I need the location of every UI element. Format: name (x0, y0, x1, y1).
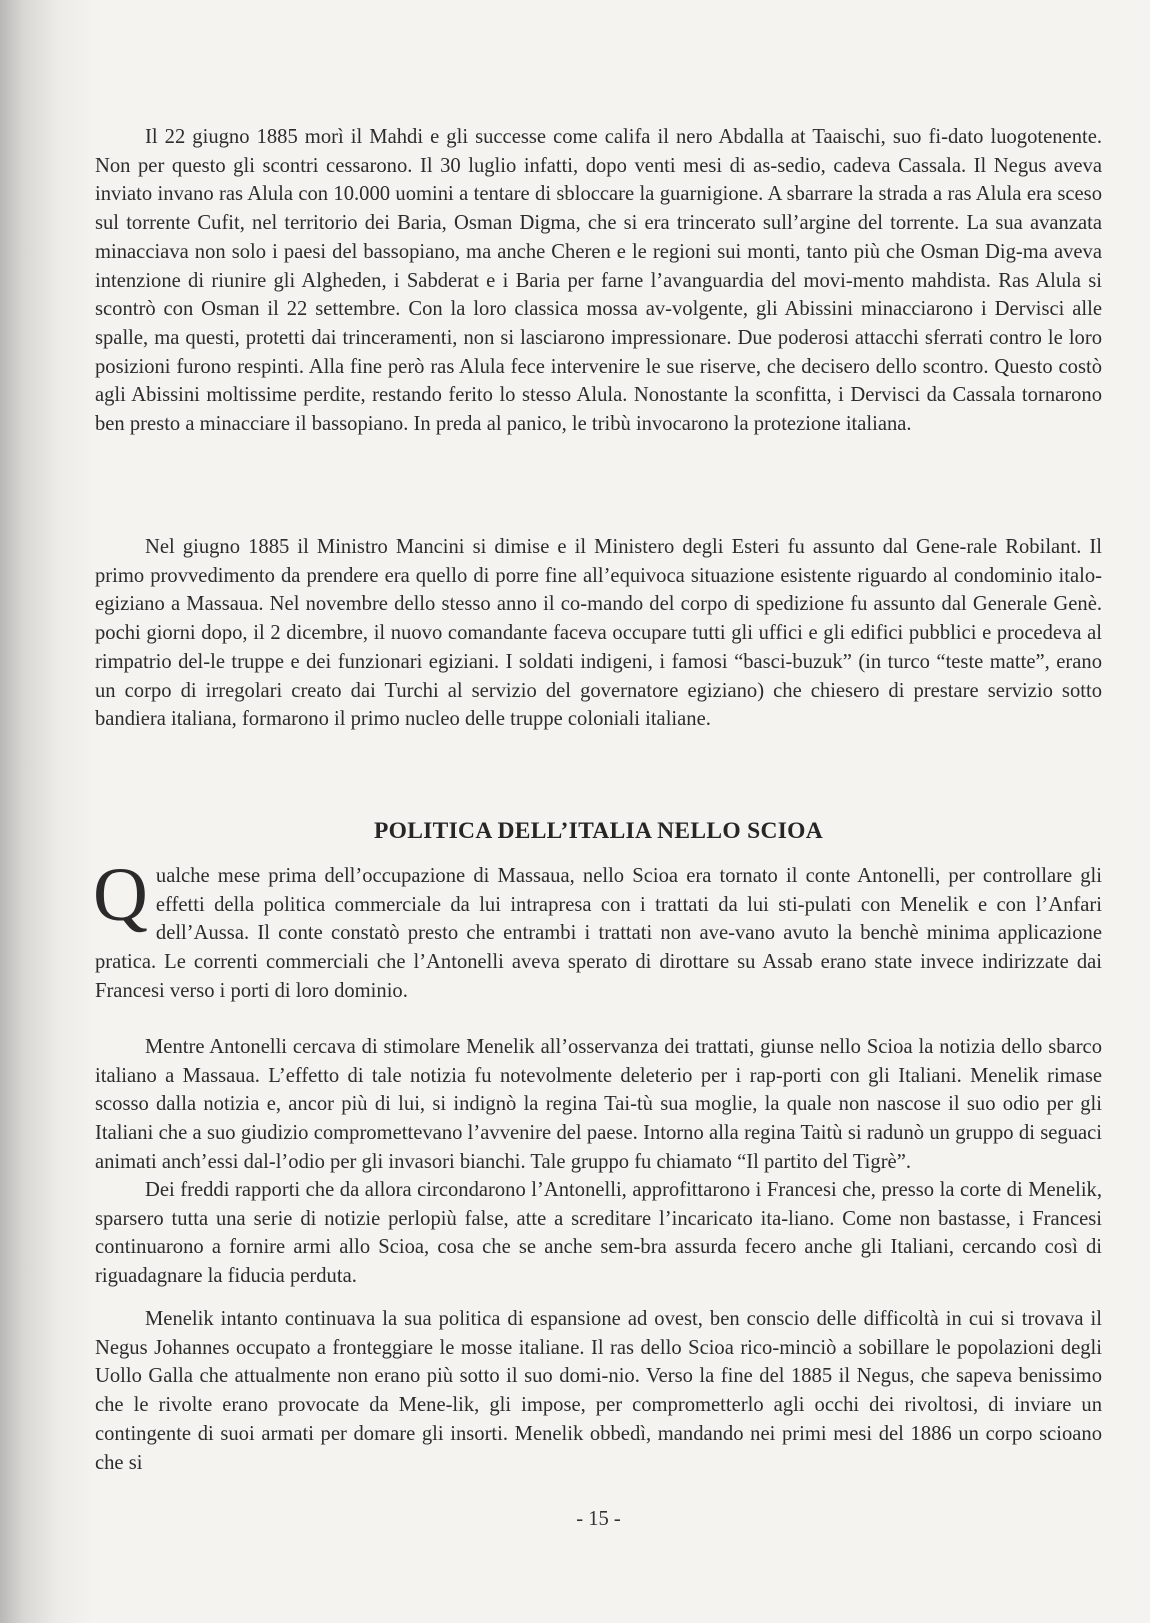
paragraph-massaua-news: Mentre Antonelli cercava di stimolare Menelik all’osservanza dei trattati, giunse nello Scioa la notizia dello sbarco italiano a Massaua. L’effetto di tale notizia fu notevolmente deleterio per i rap-porti con gli Italiani. Menelik rimase scosso dalla notizia e, ancor più di lui, si indignò la regina Tai-tù sua moglie, la quale non nascose il suo odio per gli Italiani che a suo giudizio compromettevano l’avvenire del paese. Intorno alla regina Taitù si radunò un gruppo di seguaci animati anch’essi dal-l’odio per gli invasori bianchi. Tale gruppo fu chiamato “Il partito del Tigrè”. (95, 1036, 1102, 1173)
page-content (95, 0, 1102, 1623)
page-binding-shadow (0, 0, 95, 1623)
section-title: POLITICA DELL’ITALIA NELLO SCIOA (373, 818, 824, 844)
paragraph-french-intrigue: Dei freddi rapporti che da allora circondarono l’Antonelli, approfittarono i Francesi che, presso la corte di Menelik, sparsero tutta una serie di notizie perlopiù false, atte a screditare l’incaricato ita-liano. Come non bastasse, i Francesi continuarono a fornire armi allo Scioa, cosa che se anche sem-bra assurda fecero anche gli Italiani, cercando così di riguadagnare la fiducia perduta. (95, 1179, 1102, 1288)
drop-cap: Q (93, 853, 148, 937)
paragraph-antonelli-return (93, 853, 1102, 1006)
paragraph-ministry-change: Nel giugno 1885 il Ministro Mancini si dimise e il Ministero degli Esteri fu assunto dal Gene-rale Robilant. Il primo provvedimento da prendere era quello di porre fine all’equivoca situazione esistente riguardo al condominio italo-egiziano a Massaua. Nel novembre dello stesso anno il co-mando del corpo di spedizione fu assunto dal Generale Genè. pochi giorni dopo, il 2 dicembre, il nuovo comandante faceva occupare tutti gli uffici e gli edifici pubblici e procedeva al rimpatrio del-le truppe e dei funzionari egiziani. I soldati indigeni, i famosi “basci-buzuk” (in turco “teste matte”, erano un corpo di irregolari creato dai Turchi al servizio del governatore egiziano) che chiesero di prestare servizio sotto bandiera italiana, formarono il primo nucleo delle truppe coloniali italiane. (95, 536, 1102, 731)
paragraph-mahdi-death: Il 22 giugno 1885 morì il Mahdi e gli successe come califa il nero Abdalla at Taaischi, suo fi-dato luogotenente. Non per questo gli scontri cessarono. Il 30 luglio infatti, dopo venti mesi di as-sedio, cadeva Cassala. Il Negus aveva inviato invano ras Alula con 10.000 uomini a tentare di sbloccare la guarnigione. A sbarrare la strada a ras Alula era sceso sul torrente Cufit, nel territorio dei Baria, Osman Digma, che si era trincerato sull’argine del torrente. La sua avanzata minacciava non solo i paesi del bassopiano, ma anche Cheren e le regioni sui monti, tanto più che Osman Dig-ma aveva intenzione di riunire gli Algheden, i Sabderat e i Baria per farne l’avanguardia del movi-mento mahdista. Ras Alula si scontrò con Osman il 22 settembre. Con la loro classica mossa av-volgente, gli Abissini minacciarono i Dervisci alle spalle, ma questi, protetti dai trinceramenti, non si lasciarono impressionare. Due poderosi attacchi sferrati contro le loro posizioni furono respinti. Alla fine però ras Alula fece intervenire le sue riserve, che decisero dello scontro. Questo costò agli Abissini moltissime perdite, restando ferito lo stesso Alula. Nonostante la sconfitta, i Dervisci da Cassala tornarono ben presto a minacciare il bassopiano. In preda al panico, le tribù invocarono la protezione italiana. (95, 126, 1102, 436)
page-number: - 15 - (576, 1508, 621, 1530)
paragraph-menelik-expansion: Menelik intanto continuava la sua politica di espansione ad ovest, ben conscio delle difficoltà in cui si trovava il Negus Johannes occupato a fronteggiare le mosse italiane. Il ras dello Scioa rico-minciò a sobillare le popolazioni degli Uollo Galla che attualmente non erano più sotto il suo domi-nio. Verso la fine del 1885 il Negus, che sapeva benissimo che le rivolte erano provocate da Mene-lik, gli impose, per comprometterlo agli occhi dei rivoltosi, di inviare un contingente di suoi armati per domare gli insorti. Menelik obbedì, mandando nei primi mesi del 1886 un corpo scioano che si (95, 1308, 1102, 1474)
paragraph-antonelli-return-text: ualche mese prima dell’occupazione di Massaua, nello Scioa era tornato il conte Antonelli, per controllare gli effetti della politica commerciale da lui intrapresa con i trattati da lui sti-pulati con Menelik e con l’Anfari dell’Aussa. Il conte constatò presto che entrambi i trattati non ave-vano avuto la benchè minima applicazione pratica. Le correnti commerciali che l’Antonelli aveva sperato di dirottare su Assab erano state invece indirizzate dai Francesi verso i porti di loro dominio. (95, 865, 1102, 1002)
